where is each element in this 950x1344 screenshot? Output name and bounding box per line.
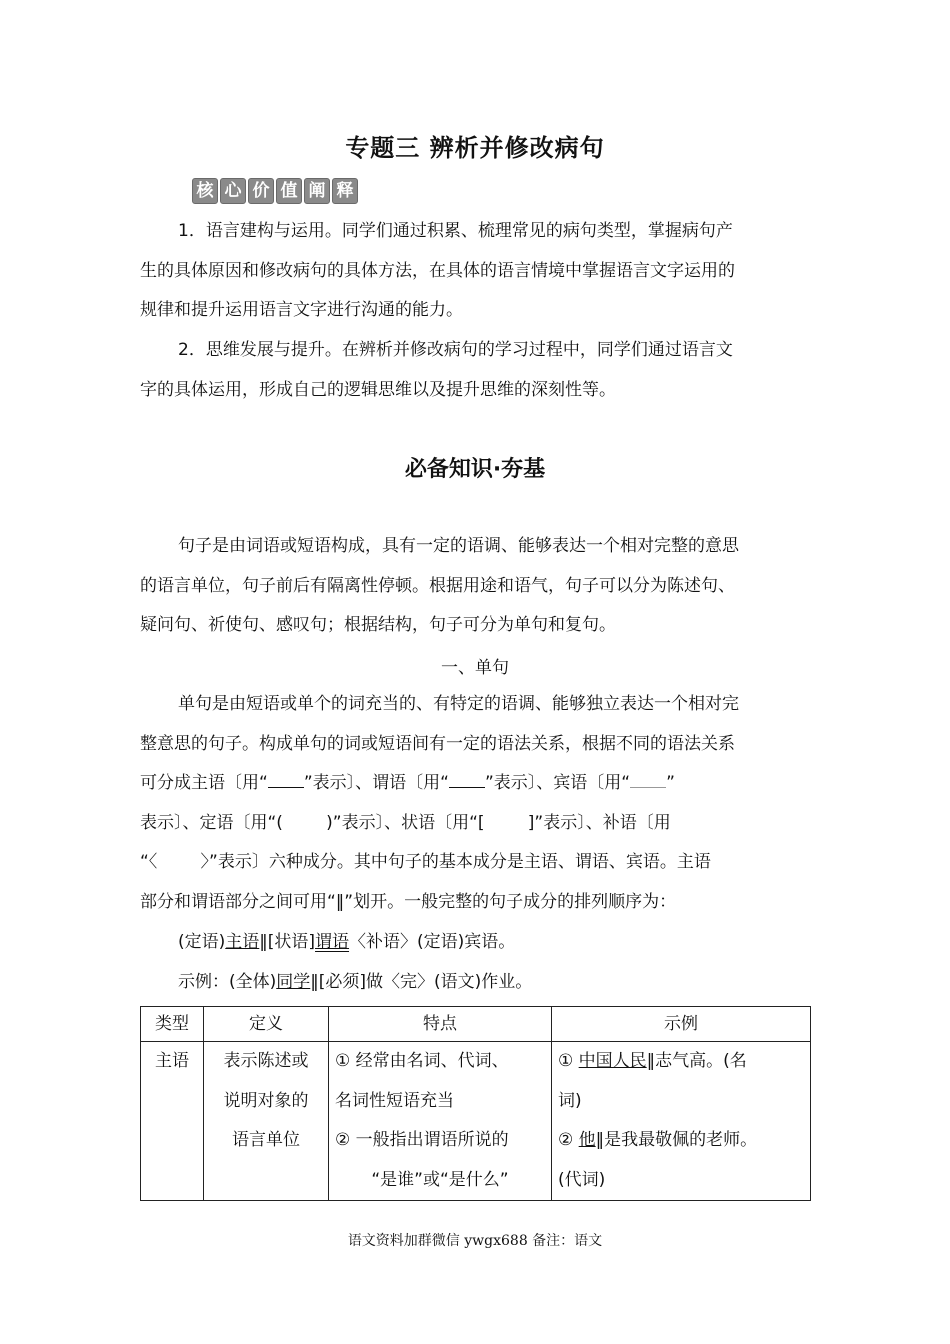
text-line: 规律和提升运用语言文字进行沟通的能力。 xyxy=(140,300,463,321)
text-line: 2．思维发展与提升。在辨析并修改病句的学习过程中，同学们通过语言文 xyxy=(178,340,733,360)
text-fragment: ‖是我最敬佩的老师。 xyxy=(595,1130,758,1151)
text-fragment: (定语) xyxy=(178,932,226,952)
cell-type: 主语 xyxy=(141,1042,204,1201)
text-line: 1．语言建构与运用。同学们通过积累、梳理常见的病句类型，掌握病句产 xyxy=(178,221,733,241)
intro-paragraph xyxy=(140,527,812,646)
subject-blank xyxy=(268,773,304,788)
text-line: 整意思的句子。构成单句的词或短语间有一定的语法关系，根据不同的语法关系 xyxy=(140,733,735,754)
cell-example xyxy=(552,1042,811,1201)
order-line xyxy=(140,923,812,963)
text-line: “〈 〉”表示〕六种成分。其中句子的基本成分是主语、谓语、宾语。主语 xyxy=(140,852,711,873)
text-fragment: 示例：(全体) xyxy=(178,972,277,992)
table-row xyxy=(141,1042,811,1201)
object-blank xyxy=(630,773,666,788)
subject-mark: 主语 xyxy=(225,932,260,952)
text-line: 说明对象的 xyxy=(223,1090,309,1111)
text-line: 表示〕、定语〔用“( )”表示〕、状语〔用“[ ]”表示〕、补语〔用 xyxy=(140,812,671,833)
subject-mark: 同学 xyxy=(276,972,311,992)
text-fragment: ① xyxy=(558,1051,579,1071)
example-line xyxy=(140,963,812,1003)
text-line xyxy=(558,1121,804,1161)
sentence-component-table xyxy=(140,1006,811,1201)
text-fragment: ② xyxy=(558,1130,579,1151)
text-line: 句子是由词语或短语构成，具有一定的语调、能够表达一个相对完整的意思 xyxy=(178,536,739,556)
text-fragment: ”表示〕、谓语〔用“ xyxy=(303,773,449,794)
header-cell-type: 类型 xyxy=(141,1007,204,1042)
text-fragment: ‖志气高。(名 xyxy=(646,1051,747,1071)
text-line: 名词性短语充当 xyxy=(335,1090,454,1111)
header-cell-feature: 特点 xyxy=(329,1007,552,1042)
text-line xyxy=(558,1042,804,1082)
core-point-2 xyxy=(140,331,812,410)
badge-char: 心 xyxy=(220,178,246,204)
text-line: 生的具体原因和修改病句的具体方法，在具体的语言情境中掌握语言文字运用的 xyxy=(140,260,735,281)
core-point-1 xyxy=(140,212,812,331)
cell-definition xyxy=(204,1042,329,1201)
cell-feature xyxy=(329,1042,552,1201)
text-line: 语言单位 xyxy=(232,1130,300,1151)
badge-char: 值 xyxy=(276,178,302,204)
predicate-blank xyxy=(449,773,485,788)
text-fragment: 可分成主语〔用“ xyxy=(140,773,268,794)
text-fragment: ”表示〕、宾语〔用“ xyxy=(484,773,631,794)
text-line: 表示陈述或 xyxy=(223,1051,309,1071)
text-line: ② 一般指出谓语所说的 xyxy=(335,1130,509,1151)
text-line xyxy=(140,963,812,1003)
badge-char: 核 xyxy=(192,178,218,204)
badge-char: 价 xyxy=(248,178,274,204)
text-line: ① 经常由名词、代词、 xyxy=(335,1051,509,1071)
text-line: 词) xyxy=(558,1090,582,1111)
text-line xyxy=(140,764,812,804)
badge-char: 释 xyxy=(332,178,358,204)
text-line: 单句是由短语或单个的词充当的、有特定的语调、能够独立表达一个相对完 xyxy=(178,694,739,714)
section-title: 必备知识·夯基 xyxy=(404,457,546,482)
header-cell-definition: 定义 xyxy=(204,1007,329,1042)
text-line: 字的具体运用，形成自己的逻辑思维以及提升思维的深刻性等。 xyxy=(140,379,616,400)
header-cell-example: 示例 xyxy=(552,1007,811,1042)
core-value-badge xyxy=(192,178,358,204)
text-line: (代词) xyxy=(558,1169,606,1190)
text-line: 的语言单位，句子前后有隔离性停顿。根据用途和语气，句子可以分为陈述句、 xyxy=(140,575,735,596)
badge-char: 阐 xyxy=(304,178,330,204)
single-sentence-paragraph xyxy=(140,685,812,923)
text-fragment: ‖[状语] xyxy=(259,932,316,952)
text-line: 部分和谓语部分之间可用“‖”划开。一般完整的句子成分的排列顺序为： xyxy=(140,891,677,912)
subject-mark: 中国人民 xyxy=(578,1051,647,1071)
table-header-row xyxy=(141,1007,811,1042)
page-title: 专题三 辨析并修改病句 xyxy=(345,134,605,162)
subsection-heading: 一、单句 xyxy=(441,658,509,678)
text-line: “是谁”或“是什么” xyxy=(371,1169,509,1190)
text-fragment: 〈补语〉(定语)宾语。 xyxy=(349,932,516,952)
text-fragment: ‖[必须]做〈完〉(语文)作业。 xyxy=(310,972,533,992)
page-footer: 语文资料加群微信 ywgx688 备注：语文 xyxy=(347,1233,603,1249)
predicate-mark: 谓语 xyxy=(315,932,350,952)
text-line: 疑问句、祈使句、感叹句；根据结构，句子可分为单句和复句。 xyxy=(140,615,616,636)
text-fragment: ” xyxy=(666,773,675,794)
text-line xyxy=(140,923,812,963)
subject-mark: 他 xyxy=(578,1130,596,1151)
